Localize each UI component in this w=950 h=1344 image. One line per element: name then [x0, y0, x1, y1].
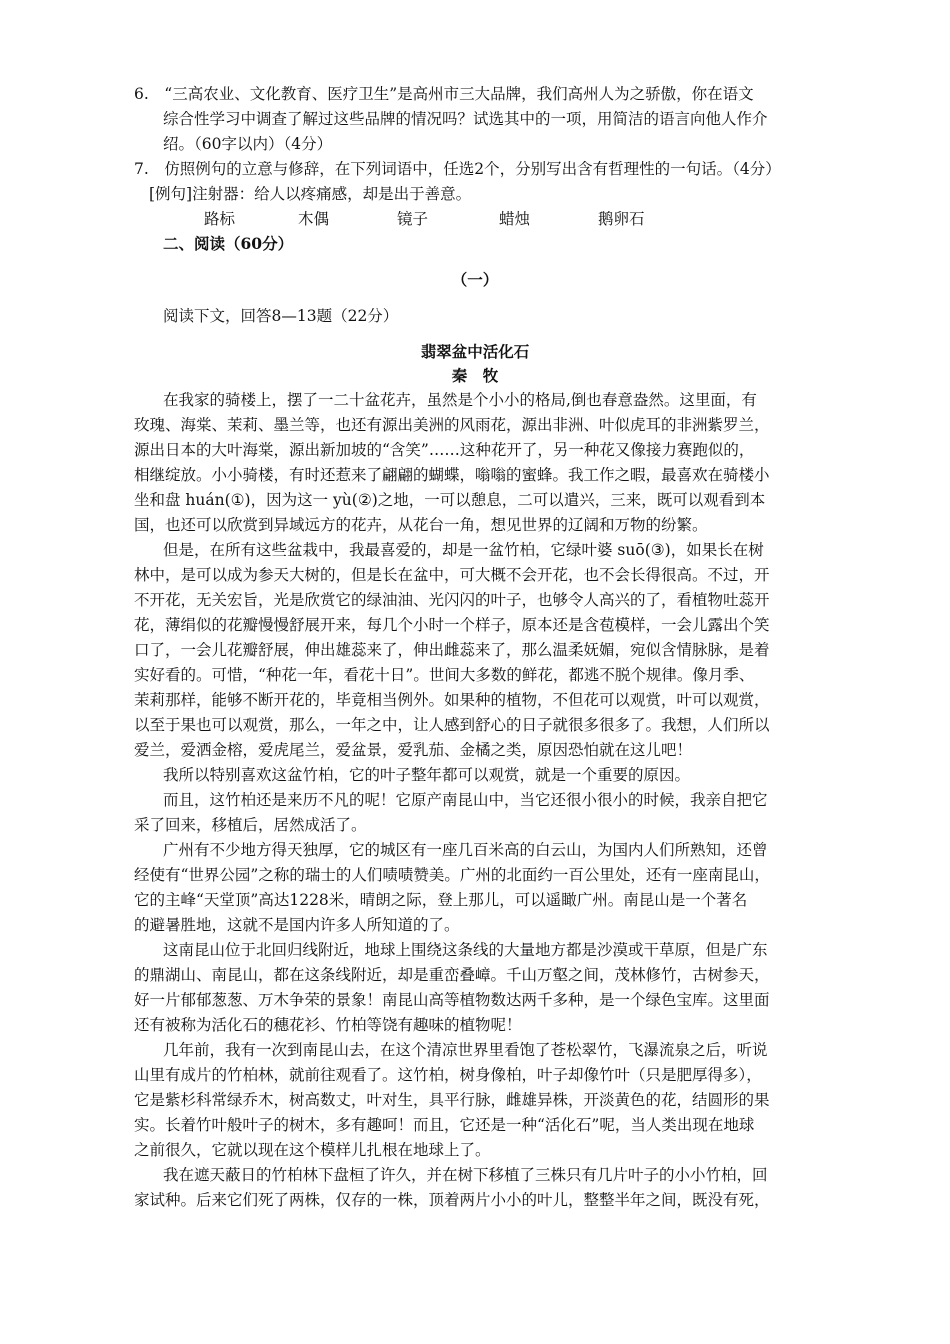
article-line-29: 它是紫杉科常绿乔木，树高数丈，叶对生，具平行脉，雌雄异株，开淡黄色的花，结圆形的果 [134, 1091, 770, 1109]
section-heading: 二、阅读（60分） [163, 234, 294, 253]
q7-word-4: 蜡烛 [499, 210, 531, 228]
article-line-22: 的避暑胜地，这就不是国内许多人所知道的了。 [134, 916, 460, 934]
article-line-1: 在我家的骑楼上，摆了一二十盆花卉，虽然是个小小的格局,倒也春意盎然。这里面，有 [163, 391, 757, 409]
part-heading: （一） [451, 270, 499, 289]
article-line-28: 山里有成片的竹柏林，就前往观看了。这竹柏，树身像柏，叶子却像竹叶（只是肥厚得多）， [134, 1066, 762, 1084]
article-line-19: 广州有不少地方得天独厚，它的城区有一座几百米高的白云山，为国内人们所熟知，还曾 [163, 841, 768, 859]
q7-word-3: 镜子 [397, 210, 429, 228]
article-title: 翡翠盆中活化石 [420, 342, 530, 361]
reading-instruction: 阅读下文，回答8—13题（22分） [163, 307, 399, 325]
article-line-9: 不开花，无关宏旨，光是欣赏它的绿油油、光闪闪的叶子，也够令人高兴的了，看植物吐蕊开 [134, 591, 770, 609]
article-line-21: 它的主峰“天堂顶”高达1228米，晴朗之际，登上那儿，可以遥瞰广州。南昆山是一个著名 [134, 891, 748, 909]
article-line-30: 实。长着竹叶般叶子的树木，多有趣呵！而且，它还是一种“活化石”呢，当人类出现在地球 [134, 1116, 755, 1134]
article-line-24: 的鼎湖山、南昆山，都在这条线附近，却是重峦叠嶂。千山万壑之间，茂林修竹，古树参天， [134, 966, 770, 984]
article-line-20: 经使有“世界公园”之称的瑞士的人们啧啧赞美。广州的北面约一百公里处，还有一座南昆山， [134, 866, 770, 884]
article-line-3: 源出日本的大叶海棠，源出新加坡的“含笑”……这种花开了，另一种花又像接力赛跑似的， [134, 441, 755, 459]
article-line-10: 花，薄绢似的花瓣慢慢舒展开来，每几个小时一个样子，原本还是含苞模样，一会儿露出个笑 [134, 616, 770, 634]
article-line-5: 坐和盘 huán(①)，因为这一 yù(②)之地，一可以憩息，二可以遣兴，三来，既可以观看到本 [134, 491, 766, 509]
question-6-line-3: 绍。（60字以内）（4分） [163, 135, 333, 153]
article-line-31: 之前很久，它就以现在这个模样儿扎根在地球上了。 [134, 1141, 491, 1159]
article-line-32: 我在遮天蔽日的竹柏林下盘桓了许久，并在树下移植了三株只有几片叶子的小小竹柏，回 [163, 1166, 768, 1184]
article-line-26: 还有被称为活化石的穗花衫、竹柏等饶有趣味的植物呢！ [134, 1016, 522, 1034]
q7-word-5: 鹅卵石 [598, 210, 645, 228]
article-line-6: 国，也还可以欣赏到异域远方的花卉，从花台一角，想见世界的辽阔和万物的纷繁。 [134, 516, 708, 534]
article-line-27: 几年前，我有一次到南昆山去，在这个清凉世界里看饱了苍松翠竹，飞瀑流泉之后，听说 [163, 1041, 768, 1059]
article-line-13: 茉莉那样，能够不断开花的，毕竟相当例外。如果种的植物，不但花可以观赏，叶可以观赏， [134, 691, 770, 709]
article-line-23: 这南昆山位于北回归线附近，地球上围绕这条线的大量地方都是沙漠或干草原，但是广东 [163, 941, 768, 959]
article-line-17: 而且，这竹柏还是来历不凡的呢！它原产南昆山中，当它还很小很小的时候，我亲自把它 [163, 791, 768, 809]
article-line-8: 林中，是可以成为参天大树的，但是长在盆中，可大概不会开花，也不会长得很高。不过，开 [134, 566, 770, 584]
question-6-line-1: 6. “三高农业、文化教育、医疗卫生”是高州市三大品牌，我们高州人为之骄傲，你在语文 [134, 85, 754, 103]
article-line-2: 玫瑰、海棠、茉莉、墨兰等，也还有源出美洲的风雨花，源出非洲、叶似虎耳的非洲紫罗兰， [134, 416, 770, 434]
article-line-25: 好一片郁郁葱葱、万木争荣的景象！南昆山高等植物数达两千多种，是一个绿色宝库。这里面 [134, 991, 770, 1009]
article-line-33: 家试种。后来它们死了两株，仅存的一株，顶着两片小小的叶儿，整整半年之间，既没有死， [134, 1191, 770, 1209]
article-line-16: 我所以特别喜欢这盆竹柏，它的叶子整年都可以观赏，就是一个重要的原因。 [163, 766, 691, 784]
q7-word-1: 路标 [204, 210, 236, 228]
article-author: 秦 牧 [451, 366, 499, 385]
article-line-4: 相继绽放。小小骑楼，有时还惹来了翩翩的蝴蝶，嗡嗡的蜜蜂。我工作之暇，最喜欢在骑楼小 [134, 466, 770, 484]
article-line-18: 采了回来，移植后，居然成活了。 [134, 816, 367, 834]
question-7-example: [例句]注射器：给人以疼痛感，却是出于善意。 [149, 185, 472, 203]
article-line-12: 实好看的。可惜，“种花一年，看花十日”。世间大多数的鲜花，都逃不脱个规律。像月季、 [134, 666, 755, 684]
article-line-15: 爱兰，爱洒金榕，爱虎尾兰，爱盆景，爱乳茄、金橘之类，原因恐怕就在这儿吧！ [134, 741, 693, 759]
question-6-line-2: 综合性学习中调查了解过这些品牌的情况吗？试选其中的一项，用简洁的语言向他人作介 [163, 110, 768, 128]
article-line-7: 但是，在所有这些盆栽中，我最喜爱的，却是一盆竹柏，它绿叶婆 suō(③)，如果长在树 [163, 541, 764, 559]
article-line-11: 口了，一会儿花瓣舒展，伸出雄蕊来了，伸出雌蕊来了，那么温柔妩媚，宛似含情脉脉，是着 [134, 641, 770, 659]
q7-word-2: 木偶 [298, 210, 330, 228]
article-line-14: 以至于果也可以观赏，那么，一年之中，让人感到舒心的日子就很多很多了。我想，人们所以 [134, 716, 770, 734]
question-7-line-1: 7. 仿照例句的立意与修辞，在下列词语中，任选2个，分别写出含有哲理性的一句话。（4分） [134, 160, 781, 178]
